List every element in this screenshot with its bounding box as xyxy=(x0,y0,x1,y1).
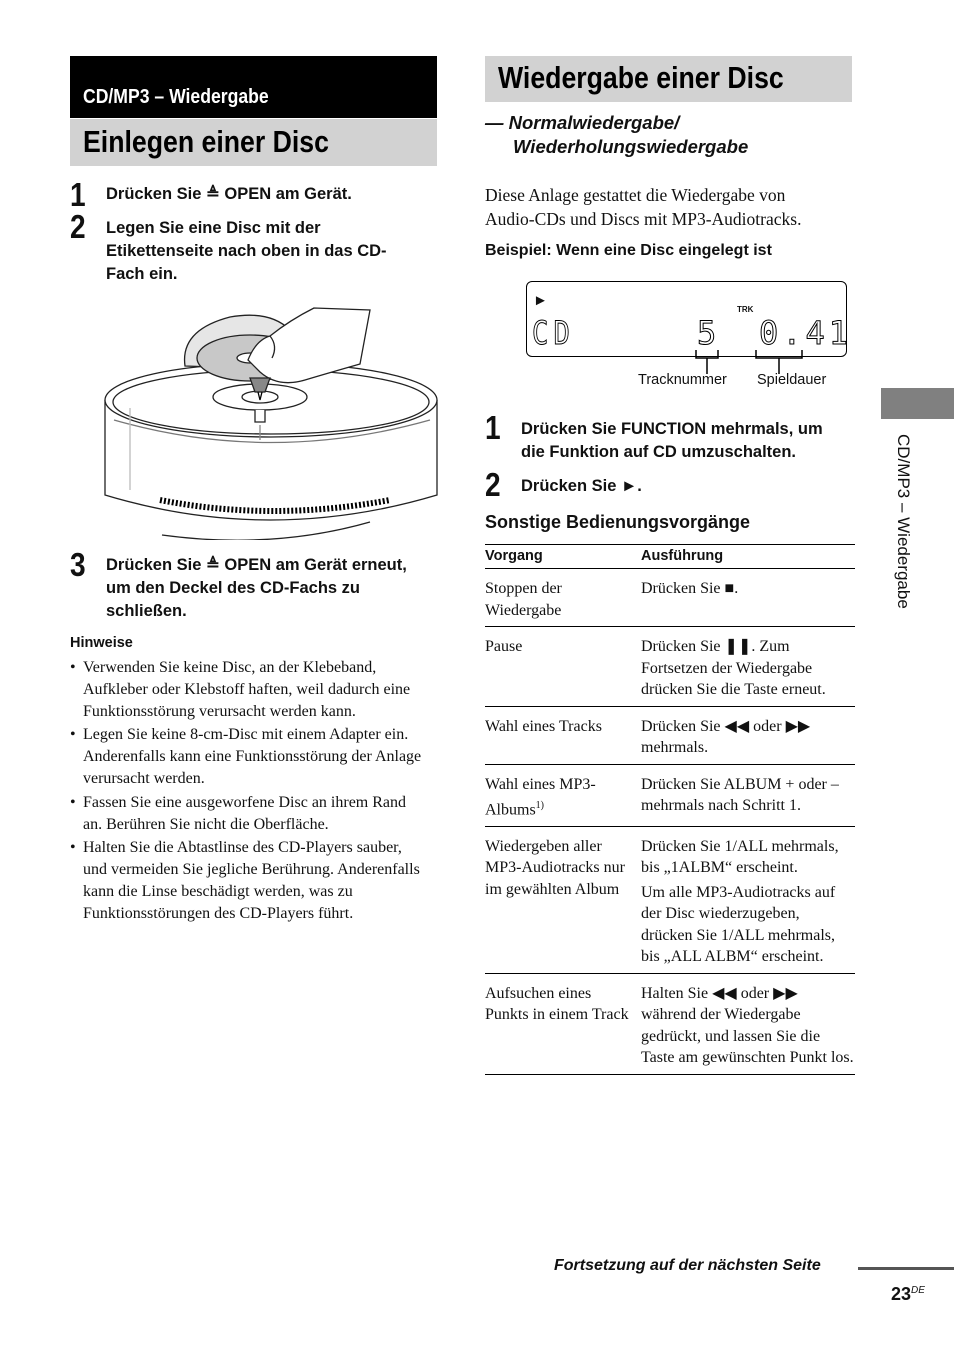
note-item: • Verwenden Sie keine Disc, an der Klebeband, Aufkleber oder Klebstoff haften, weil dadurch eine Funktionsstörung verursacht werden kann. xyxy=(70,659,411,720)
play-indicator-icon: ► xyxy=(533,292,548,309)
subtitle-line: — Normalwiedergabe/ xyxy=(485,112,680,133)
display-time: 0.41 xyxy=(759,314,853,352)
step-text xyxy=(106,183,352,206)
subtitle xyxy=(485,111,748,159)
operation-cell: Wiedergeben aller MP3-Audiotracks nur im gewählten Album xyxy=(485,826,641,973)
operations-table xyxy=(485,544,855,1075)
trk-indicator: TRK xyxy=(737,305,754,314)
table-row xyxy=(485,627,855,707)
step-line: um den Deckel des CD-Fachs zu xyxy=(106,579,360,597)
note-item: • Halten Sie die Abtastlinse des CD-Players sauber, und vermeiden Sie jegliche Berührung. Anderenfalls kann die Linse beschädigt werden, was zu Funktionsstörungen des CD-Players führt. xyxy=(70,839,420,922)
table-row xyxy=(485,826,855,973)
label-tracknummer: Tracknummer xyxy=(638,372,727,388)
step-text xyxy=(521,418,856,464)
step-1-text: Drücken Sie ≜ OPEN am Gerät. xyxy=(106,185,352,203)
step-text xyxy=(521,475,642,498)
continued-note: Fortsetzung auf der nächsten Seite xyxy=(554,1257,821,1274)
title-box-left xyxy=(70,119,437,166)
chapter-tab xyxy=(881,388,954,419)
operation-cell: Stoppen der Wiedergabe xyxy=(485,569,641,627)
step-number: 1 xyxy=(70,176,86,213)
action-cell: Drücken Sie ❚❚. Zum Fortsetzen der Wiedergabe drücken Sie die Taste erneut. xyxy=(641,627,855,707)
note-item: • Fassen Sie eine ausgeworfene Disc an ihrem Rand an. Berühren Sie nicht die Oberfläche. xyxy=(70,794,407,833)
action-cell: Drücken Sie ALBUM + oder – mehrmals nach Schritt 1. xyxy=(641,764,855,826)
display-source: CD xyxy=(532,314,575,352)
step-text xyxy=(106,554,441,623)
section-label: CD/MP3 – Wiedergabe xyxy=(83,86,269,108)
step-number: 2 xyxy=(70,208,86,245)
step-number: 2 xyxy=(485,466,501,503)
action-cell: Drücken Sie ■. xyxy=(641,569,855,627)
example-heading: Beispiel: Wenn eine Disc eingelegt ist xyxy=(485,242,772,259)
operation-cell: Wahl eines MP3-Albums$^{1)}$ xyxy=(485,764,641,826)
intro-line: Diese Anlage gestattet die Wiedergabe von xyxy=(485,185,786,205)
step-2-text: Drücken Sie ►. xyxy=(521,477,642,495)
step-line: Drücken Sie ≜ OPEN am Gerät erneut, xyxy=(106,556,407,574)
operation-cell: Pause xyxy=(485,627,641,707)
step-line: schließen. xyxy=(106,602,187,620)
step-line: Etikettenseite nach oben in das CD- xyxy=(106,242,387,260)
operation-cell: Aufsuchen eines Punkts in einem Track xyxy=(485,973,641,1074)
step-number: 1 xyxy=(485,409,501,446)
page-title-left: Einlegen einer Disc xyxy=(83,124,329,159)
table-row xyxy=(485,764,855,826)
cd-player-illustration xyxy=(100,300,445,540)
step-number: 3 xyxy=(70,546,86,583)
display-track: 5 xyxy=(697,314,717,352)
step-line: Legen Sie eine Disc mit der xyxy=(106,219,321,237)
operation-cell: Wahl eines Tracks xyxy=(485,706,641,764)
action-cell: Drücken Sie 1/ALL mehrmals, bis „1ALBM“ erscheint. Um alle MP3-Audiotracks auf der Disc wiederzugeben, drücken Sie 1/ALL mehrmals, bis „ALL ALBM“ erscheint. xyxy=(641,826,855,973)
footer-rule xyxy=(858,1267,954,1270)
page-title-right: Wiedergabe einer Disc xyxy=(498,60,784,95)
subtitle-line: Wiederholungswiedergabe xyxy=(513,136,749,157)
note-item: • Legen Sie keine 8-cm-Disc mit einem Adapter ein. Anderenfalls kann eine Funktionsstörung der Anlage verursacht werden. xyxy=(70,726,422,787)
action-cell: Drücken Sie ◀◀ oder ▶▶ mehrmals. xyxy=(641,706,855,764)
step-line: Fach ein. xyxy=(106,265,178,283)
base-curve xyxy=(162,522,370,540)
action-cell: Halten Sie ◀◀ oder ▶▶ während der Wiedergabe gedrückt, und lassen Sie die Taste am gewünschten Punkt los. xyxy=(641,973,855,1074)
ops-heading: Sonstige Bedienungsvorgänge xyxy=(485,512,751,532)
page-number: 23DE xyxy=(891,1284,925,1304)
intro-line: Audio-CDs und Discs mit MP3-Audiotracks. xyxy=(485,209,802,229)
table-row xyxy=(485,973,855,1074)
notes-heading: Hinweise xyxy=(70,635,133,651)
table-row xyxy=(485,706,855,764)
title-box-right xyxy=(485,56,852,102)
column-header: Ausführung xyxy=(641,545,855,569)
table-header-row xyxy=(485,545,855,569)
section-header-bar xyxy=(70,56,437,118)
step-line: die Funktion auf CD umzuschalten. xyxy=(521,443,797,461)
step-text xyxy=(106,217,441,286)
display-panel xyxy=(526,281,853,357)
chapter-side-label: CD/MP3 – Wiedergabe xyxy=(894,434,913,609)
label-spieldauer: Spieldauer xyxy=(757,372,827,388)
column-header: Vorgang xyxy=(485,545,641,569)
step-line: Drücken Sie FUNCTION mehrmals, um xyxy=(521,420,823,438)
intro-text xyxy=(485,183,801,231)
table-row xyxy=(485,569,855,627)
